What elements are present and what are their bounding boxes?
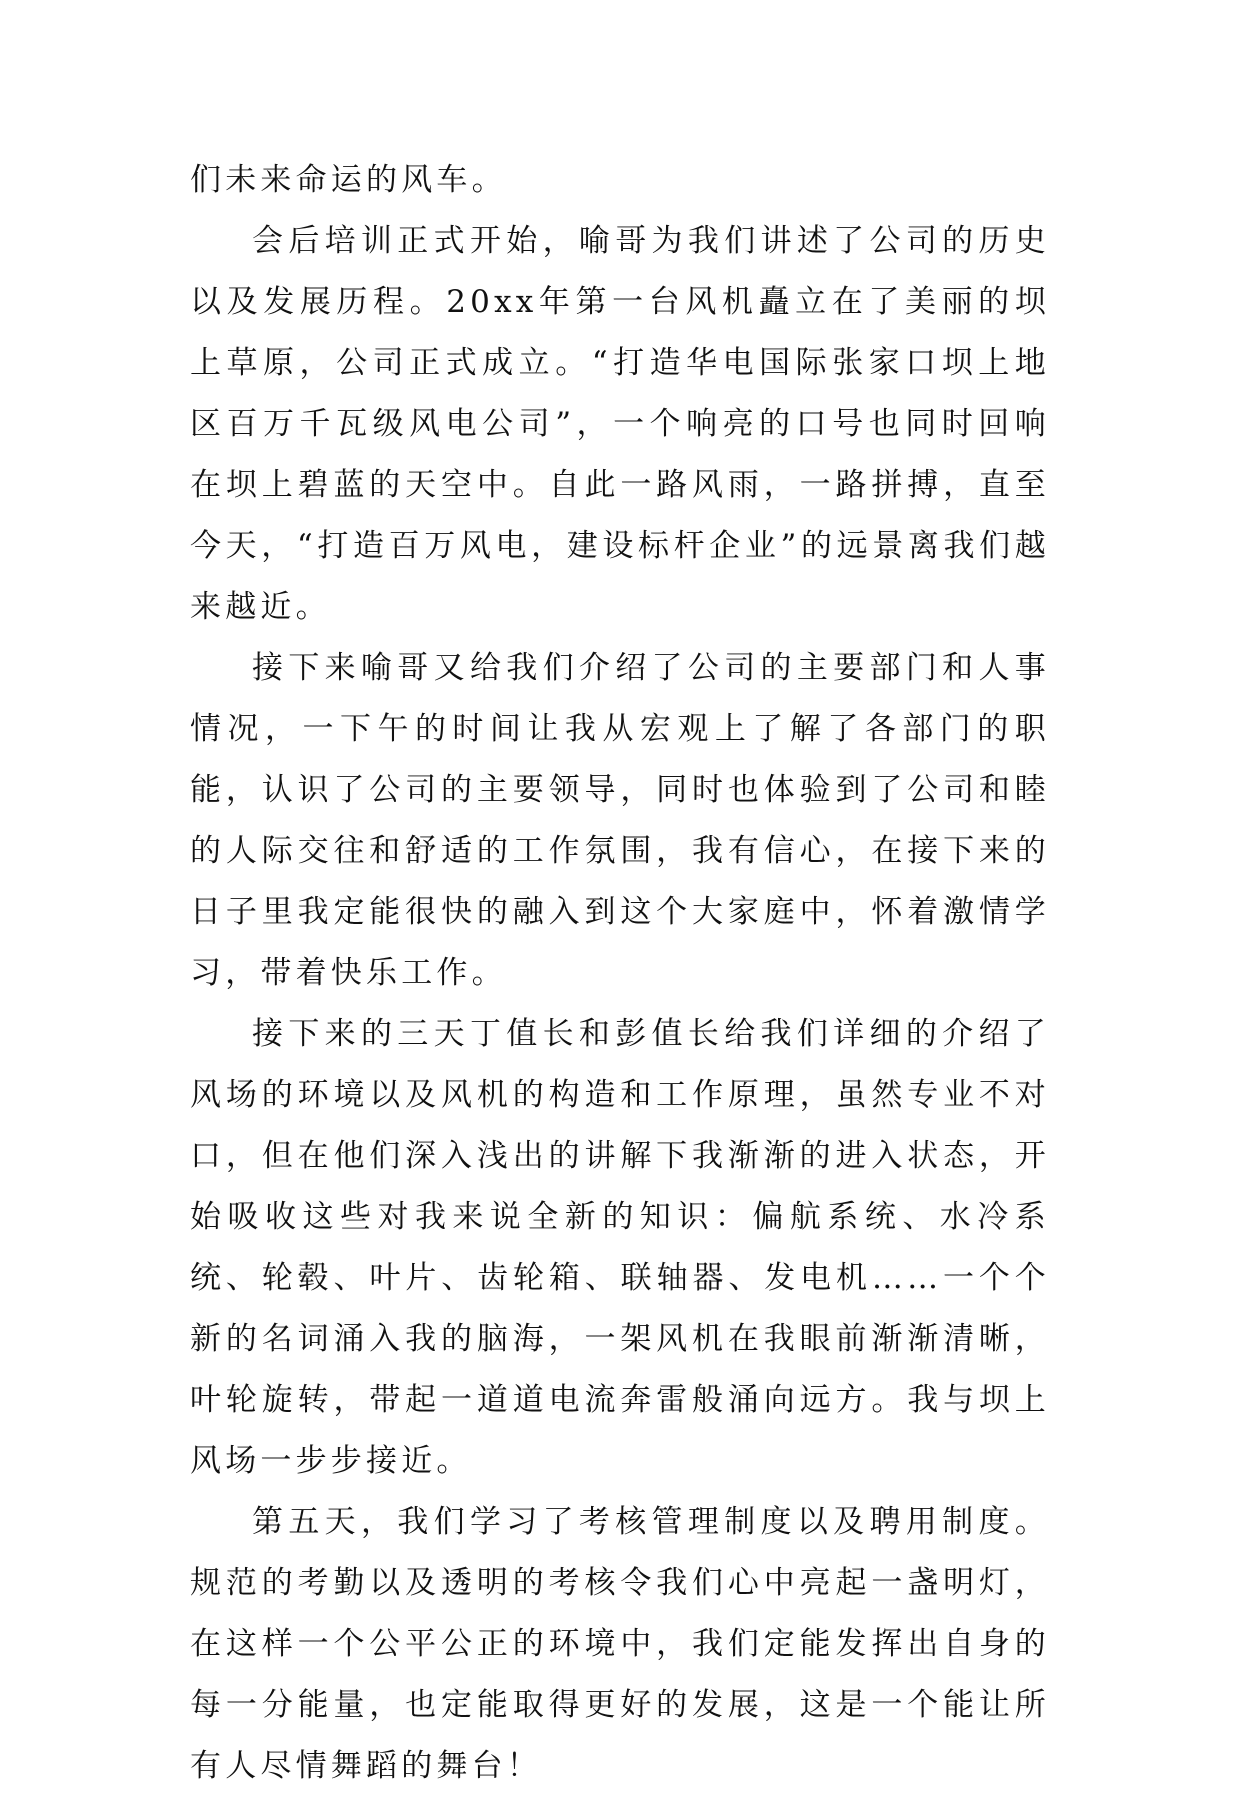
paragraph-training-start: 会后培训正式开始，喻哥为我们讲述了公司的历史以及发展历程。20xx年第一台风机矗立在了美丽的坝上草原，公司正式成立。“打造华电国际张家口坝上地区百万千瓦级风电公司”，一个响亮的口号也同时回响在坝上碧蓝的天空中。自此一路风雨，一路拼搏，直至今天，“打造百万风电，建设标杆企业”的远景离我们越来越近。: [190, 223, 1050, 625]
paragraph-continuation: 们未来命运的风车。: [190, 162, 507, 198]
paragraph-day-five: 第五天，我们学习了考核管理制度以及聘用制度。规范的考勤以及透明的考核令我们心中亮起一盏明灯，在这样一个公平公正的环境中，我们定能发挥出自身的每一分能量，也定能取得更好的发展，这是一个能让所有人尽情舞蹈的舞台！: [190, 1504, 1050, 1784]
paragraph-departments: 接下来喻哥又给我们介绍了公司的主要部门和人事情况，一下午的时间让我从宏观上了解了各部门的职能，认识了公司的主要领导，同时也体验到了公司和睦的人际交往和舒适的工作氛围，我有信心，在接下来的日子里我定能很快的融入到这个大家庭中，怀着激情学习，带着快乐工作。: [190, 650, 1050, 991]
paragraph-wind-turbine: 接下来的三天丁值长和彭值长给我们详细的介绍了风场的环境以及风机的构造和工作原理，虽然专业不对口，但在他们深入浅出的讲解下我渐渐的进入状态，开始吸收这些对我来说全新的知识：偏航系统、水冷系统、轮毂、叶片、齿轮箱、联轴器、发电机……一个个新的名词涌入我的脑海，一架风机在我眼前渐渐清晰，叶轮旋转，带起一道道电流奔雷般涌向远方。我与坝上风场一步步接近。: [190, 1016, 1050, 1479]
document-page: [190, 150, 1050, 1797]
